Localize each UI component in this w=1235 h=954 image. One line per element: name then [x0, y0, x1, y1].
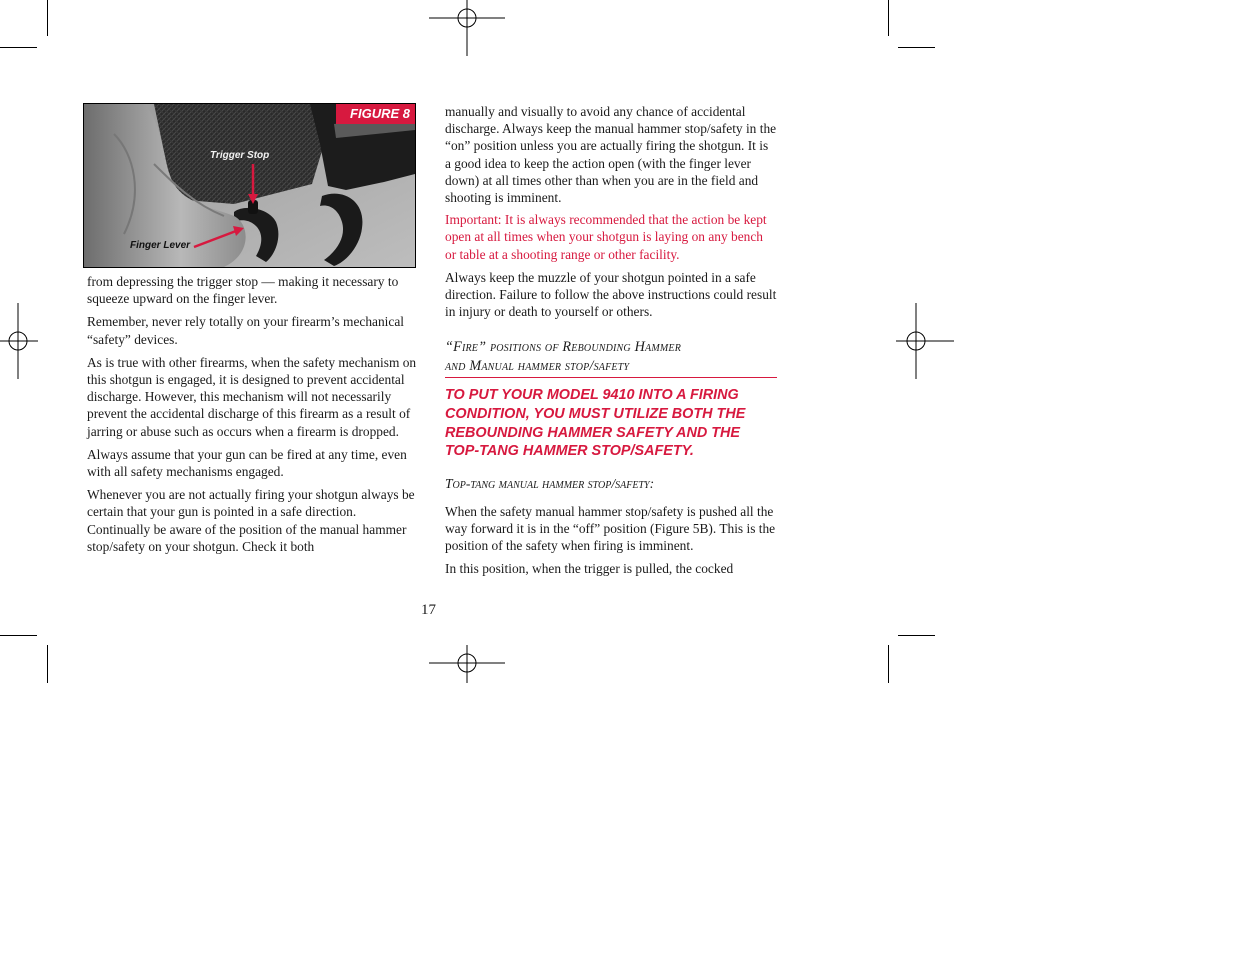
crop-mark-bottom-right-horizontal	[898, 635, 935, 636]
crop-mark-top-left-horizontal	[0, 47, 37, 48]
paragraph: Always keep the muzzle of your shotgun pointed in a safe direction. Failure to follow the above instructions could result in injury or death to yourself or others.	[445, 269, 777, 320]
section-heading-line-2: and Manual hammer stop/safety	[445, 358, 630, 375]
section-heading	[445, 338, 777, 378]
page-number: 17	[421, 602, 436, 618]
paragraph: Whenever you are not actually firing your shotgun always be certain that your gun is pointed in a safe direction. Continually be aware of the position of the manual hammer stop/safety on your shotgun. Check it both	[87, 487, 415, 554]
subheading-top-tang: Top-tang manual hammer stop/safety:	[445, 475, 655, 491]
paragraph: from depressing the trigger stop — making it necessary to squeeze upward on the finger lever.	[87, 274, 399, 307]
paragraph: When the safety manual hammer stop/safety is pushed all the way forward it is in the “off” position (Figure 5B). This is the position of the safety when firing is imminent.	[445, 503, 776, 554]
registration-mark-bottom	[429, 625, 505, 701]
figure-8-photo	[83, 103, 416, 268]
crop-mark-top-right-horizontal	[898, 47, 935, 48]
registration-mark-left	[0, 303, 56, 379]
crop-mark-top-right-vertical	[888, 0, 889, 36]
paragraph: Always assume that your gun can be fired at any time, even with all safety mechanisms engaged.	[87, 446, 407, 480]
crop-mark-bottom-left-vertical	[47, 645, 48, 683]
callout-finger-lever: Finger Lever	[130, 240, 191, 251]
paragraph: In this position, when the trigger is pulled, the cocked	[445, 561, 734, 577]
registration-mark-top	[429, 0, 505, 56]
section-heading-line-1: “Fire” positions of Rebounding Hammer	[445, 339, 682, 356]
crop-mark-top-left-vertical	[47, 0, 48, 36]
paragraph: Remember, never rely totally on your firearm’s mechanical “safety” devices.	[87, 314, 404, 347]
important-note: Important: It is always recommended that the action be kept open at all times when your shotgun is laying on any bench or table at a shooting range or other facility.	[445, 212, 767, 262]
crop-mark-bottom-right-vertical	[888, 645, 889, 683]
paragraph: manually and visually to avoid any chance of accidental discharge. Always keep the manual hammer stop/safety in the “on” position unless you are actually firing the shotgun. It is a good idea to keep the action open (with the finger lever down) at all times other than when you are in the field and shooting is imminent.	[445, 104, 777, 206]
figure-label: FIGURE 8	[336, 104, 415, 124]
firing-condition-warning: TO PUT YOUR MODEL 9410 INTO A FIRING CONDITION, YOU MUST UTILIZE BOTH THE REBOUNDING HAMMER SAFETY AND THE TOP-TANG HAMMER STOP/SAFETY.	[445, 387, 746, 460]
paragraph: As is true with other firearms, when the safety mechanism on this shotgun is engaged, it is designed to prevent accidental discharge. However, this mechanism will not necessarily prevent the accidental discharge of this firearm as a result of jarring or abuse such as occurs when a firearm is dropped.	[87, 354, 417, 439]
callout-trigger-stop: Trigger Stop	[210, 150, 270, 161]
crop-mark-bottom-left-horizontal	[0, 635, 37, 636]
registration-mark-right	[878, 303, 954, 379]
left-column	[87, 273, 419, 561]
right-column	[445, 103, 777, 584]
